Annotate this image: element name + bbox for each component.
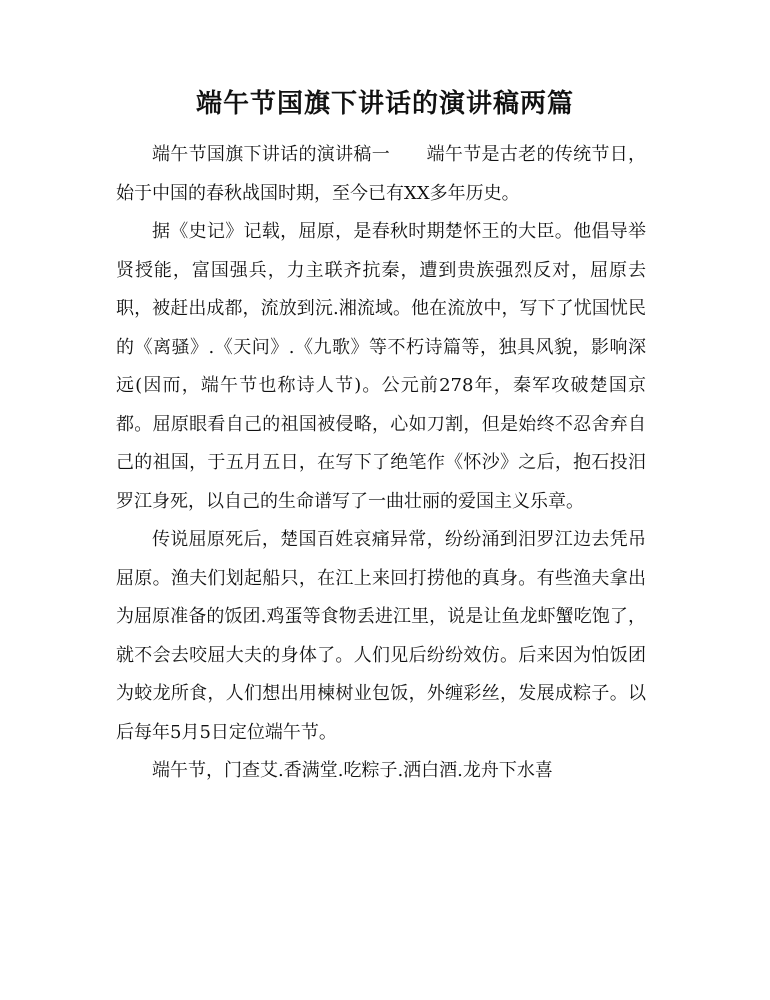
paragraph-shiji: 据《史记》记载，屈原，是春秋时期楚怀王的大臣。他倡导举贤授能，富国强兵，力主联齐抗秦，遭到贵族强烈反对，屈原去职，被赶出成都，流放到沅.湘流域。他在流放中，写下了忧国忧民的《离骚》.《天问》.《九歌》等不朽诗篇等，独具风貌，影响深远(因而，端午节也称诗人节)。公元前278年，秦军攻破楚国京都。屈原眼看自己的祖国被侵略，心如刀割，但是始终不忍舍弃自己的祖国，于五月五日，在写下了绝笔作《怀沙》之后，抱石投汨罗江身死，以自己的生命谱写了一曲壮丽的爱国主义乐章。 xyxy=(116,221,646,512)
paragraph-intro: 端午节国旗下讲话的演讲稿一 端午节是古老的传统节日，始于中国的春秋战国时期，至今已有XX多年历史。 xyxy=(116,144,646,204)
paragraph-customs: 端午节，门查艾.香满堂.吃粽子.洒白酒.龙舟下水喜 xyxy=(152,760,553,781)
paragraph-legend: 传说屈原死后，楚国百姓哀痛异常，纷纷涌到汨罗江边去凭吊屈原。渔夫们划起船只，在江上来回打捞他的真身。有些渔夫拿出为屈原准备的饭团.鸡蛋等食物丢进江里，说是让鱼龙虾蟹吃饱了，就不会去咬屈大夫的身体了。人们见后纷纷效仿。后来因为怕饭团为蛟龙所食，人们想出用楝树业包饭，外缠彩丝，发展成粽子。以后每年5月5日定位端午节。 xyxy=(116,529,646,743)
document-body xyxy=(116,136,646,791)
document-title: 端午节国旗下讲话的演讲稿两篇 xyxy=(195,89,574,119)
